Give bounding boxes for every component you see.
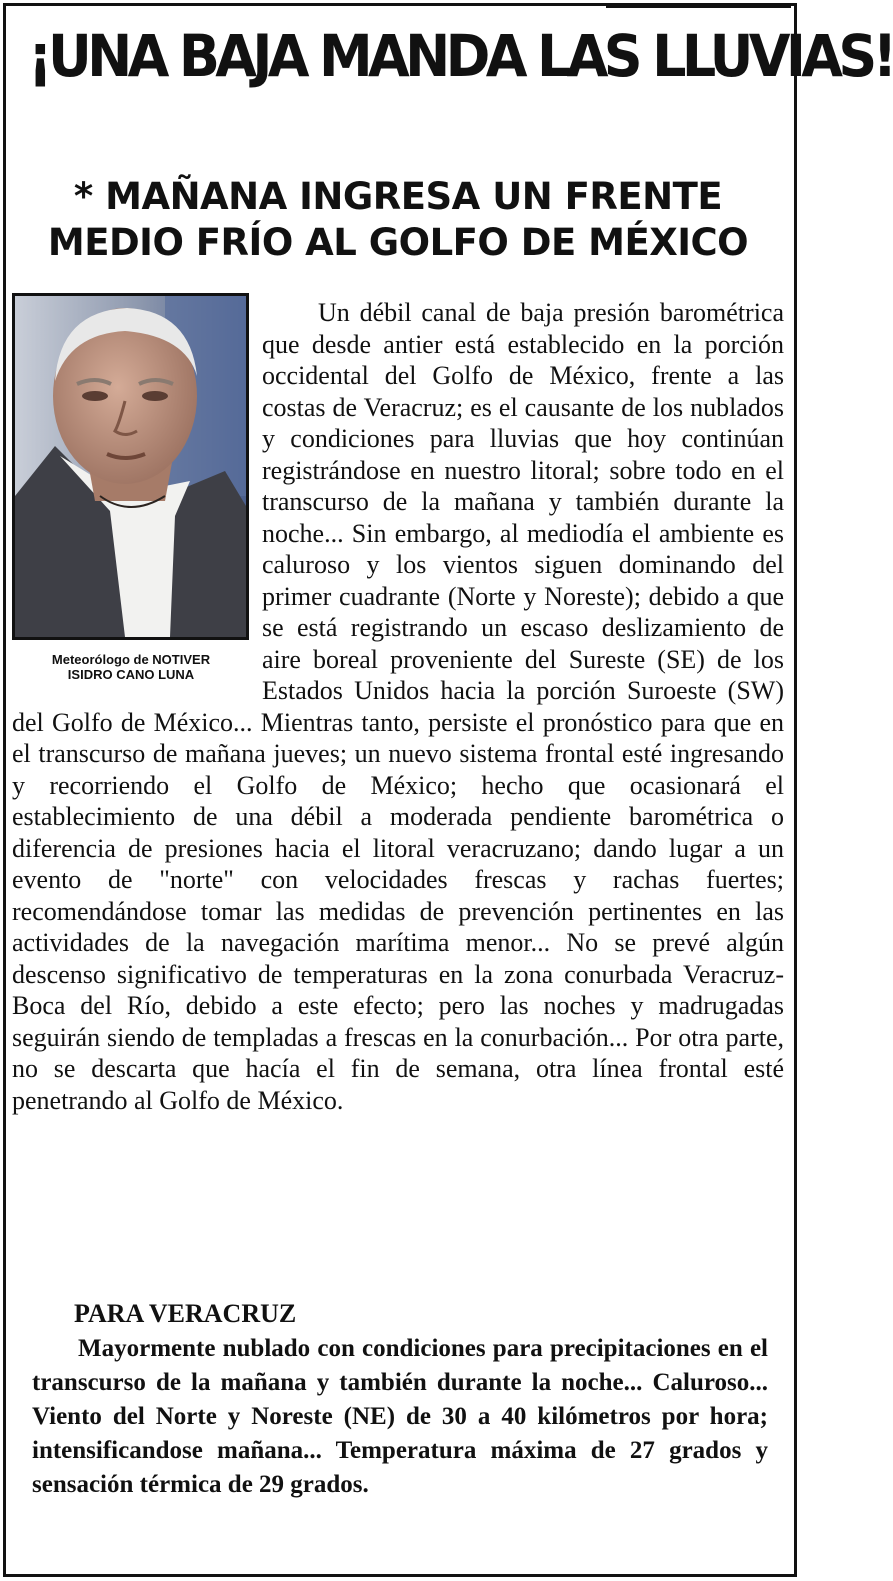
caption-title: Meteorólogo de NOTIVER xyxy=(51,652,211,667)
forecast-text xyxy=(32,1332,768,1502)
article-body xyxy=(12,297,784,1116)
subheadline: * MAÑANA INGRESA UN FRENTE MEDIO FRÍO AL GOLFO DE MÉXICO xyxy=(47,175,749,264)
article-body-text: Un débil canal de baja presión barométrica que desde antier está establecido en la porción occidental del Golfo de México, frente a las costas de Veracruz; es el causante de los nublados y condiciones para lluvias que hoy continúan registrándose en nuestro litoral; sobre todo en el transcurso de la mañana y también durante la noche... Sin embargo, al mediodía el ambiente es caluroso y los vientos siguen dominando del primer cuadrante (Norte y Noreste); debido a que se está registrando un escaso deslizamiento de aire boreal proveniente del Sureste (SE) de los Estados Unidos hacia la porción Suroeste (SW) del Golfo de México... Mientras tanto, persiste el pronóstico para que en el transcurso de mañana jueves; un nuevo sistema frontal esté ingresando y recorriendo el Golfo de México; hecho que ocasionará el establecimiento de una débil a moderada pendiente barométrica o diferencia de presiones hacia el litoral veracruzano; dando lugar a un evento de "norte" con velocidades frescas y rachas fuertes; recomendándose tomar las medidas de prevención pertinentes en las actividades de la navegación marítima menor... No se prevé algún descenso significativo de temperaturas en la zona conurbada Veracruz-Boca del Río, debido a este efecto; pero las noches y madrugadas seguirán siendo de templadas a frescas en la conurbación... Por otra parte, no se descarta que hacía el fin de semana, otra línea frontal esté penetrando al Golfo de México. xyxy=(12,298,784,1115)
caption-name: ISIDRO CANO LUNA xyxy=(67,667,195,682)
section-title: PARA VERACRUZ xyxy=(74,1299,297,1328)
headline: ¡UNA BAJA MANDA LAS LLUVIAS! xyxy=(28,22,893,90)
newspaper-article xyxy=(3,3,893,1577)
photo-wrap-spacer xyxy=(12,297,262,697)
forecast-body: Mayormente nublado con condiciones para precipitaciones en el transcurso de la mañana y también durante la noche... Caluroso... Viento del Norte y Noreste (NE) de 30 a 40 kilómetros por hora; intensificandose mañana... Temperatura máxima de 27 grados y sensación térmica de 29 grados. xyxy=(32,1335,768,1498)
top-rule-decoration xyxy=(606,3,791,8)
